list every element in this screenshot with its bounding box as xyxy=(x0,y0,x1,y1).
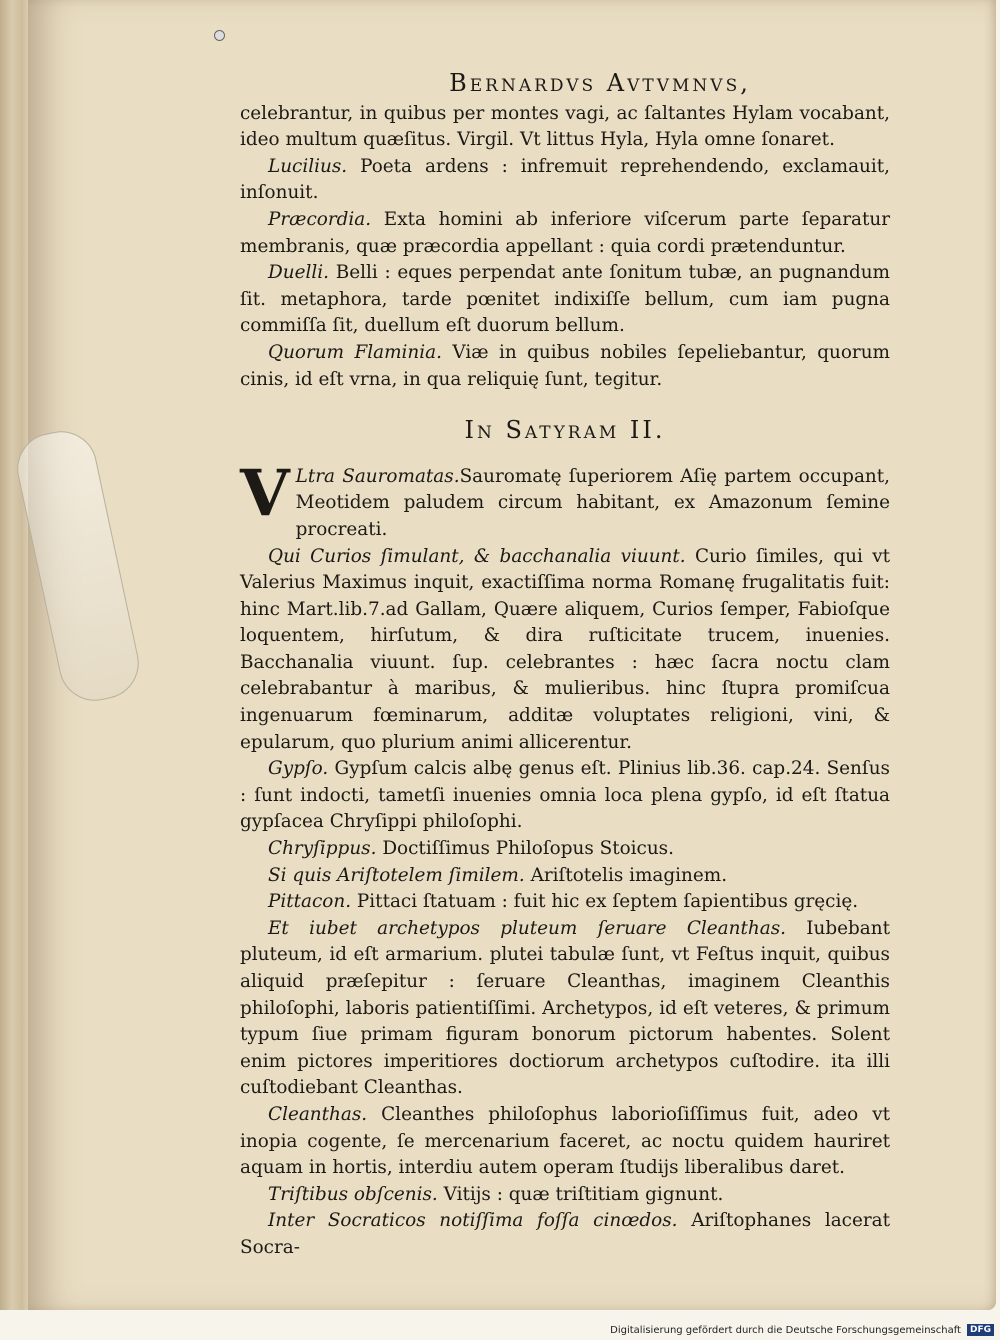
paper-clip xyxy=(11,425,146,708)
paragraph-text: Iubebant pluteum, id eſt armarium. plutei tabulæ ſunt, vt Feſtus inquit, quibus aliquid præſepitur : ſeruare Cleanthas, imaginem Cleanthis philoſophi, laboris patientiſſimi. Archetypos, id eſt veteres, & primum typum ſiue primam figuram bonorum pictorum habentes. Solent enim pictores imperitiores doctiorum archetypos cuſtodire. ita illi cuſtodiebant Cleanthas. xyxy=(240,917,890,1099)
paragraph-text: Viæ in quibus nobiles ſepeliebantur, quorum cinis, id eſt vrna, in qua reliquię ſunt, tegitur. xyxy=(240,341,890,390)
paragraph xyxy=(240,154,890,207)
paragraph xyxy=(240,889,890,916)
top-paragraphs xyxy=(240,101,890,394)
paragraph-text: Exta homini ab inferiore viſcerum parte ſeparatur membranis, quæ præcordia appellant : quia cordi prætenduntur. xyxy=(240,208,890,257)
paragraph-text: Vitijs : quæ triſtitiam gignunt. xyxy=(437,1183,724,1205)
paragraph-text: Belli : eques perpendat ante ſonitum tubæ, an pugnandum ſit. metaphora, tarde pœnitet indixiſſe bellum, cum iam pugna commiſſa ſit, duellum eſt duorum bellum. xyxy=(240,262,890,337)
page-marker-dot xyxy=(214,30,225,41)
paragraph-text: Curio ſimiles, qui vt Valerius Maximus inquit, exactiſſima norma Romanę frugalitatis fuit: hinc Mart.lib.7.ad Gallam, Quære aliquem, Curios ſemper, Fabioſque loquentem, hirſutum, & dira ruſticitate trucem, inuenies. Bacchanalia viuunt. ſup. celebrantes : hæc ſacra noctu clam celebrabantur à maribus, & mulieribus. hinc ſtupra promiſcua ingenuarum fœminarum, additæ voluptates religioni, vini, & epularum, quo plurium animi allicerentur. xyxy=(240,545,890,753)
paragraph-lemma: Chryſippus. xyxy=(268,838,377,860)
paragraph xyxy=(240,863,890,890)
paragraph xyxy=(240,455,890,544)
paragraph-text: celebrantur, in quibus per montes vagi, ac ſaltantes Hylam vocabant, ideo multum quæſitus. Virgil. Vt littus Hyla, Hyla omne ſonaret. xyxy=(240,102,890,151)
paragraph-lemma: Cleanthas. xyxy=(268,1103,368,1125)
paragraph-lemma: Si quis Ariſtotelem ſimilem. xyxy=(268,864,525,886)
bottom-paragraphs xyxy=(240,455,891,1262)
paragraph xyxy=(240,756,890,836)
paragraph-lemma: Et iubet archetypos pluteum ſeruare Cleanthas. xyxy=(268,917,786,939)
paragraph xyxy=(240,101,890,154)
paragraph xyxy=(240,1182,890,1209)
paragraph xyxy=(240,836,890,863)
drop-cap: V xyxy=(240,455,290,531)
paragraph-text: Cleanthes philoſophus laborioſiſſimus fuit, adeo vt inopia cogente, ſe mercenarium faceret, ac noctu quidem hauriret aquam in hortis, interdiu autem operam ſtudijs liberalibus daret. xyxy=(240,1103,890,1179)
paragraph xyxy=(240,207,890,260)
paragraph xyxy=(240,1208,890,1261)
paragraph xyxy=(240,1102,890,1182)
footer-text: Digitalisierung gefördert durch die Deutsche Forschungsgemeinschaft xyxy=(610,1324,961,1336)
paragraph-text: Ariſtotelis imaginem. xyxy=(524,864,728,886)
paragraph-lemma: Ltra Sauromatas. xyxy=(295,465,460,487)
paragraph-lemma: Duelli. xyxy=(268,262,329,284)
paragraph xyxy=(240,340,890,393)
paragraph-lemma: Inter Socraticos notiſſima foſſa cinœdos. xyxy=(268,1210,678,1232)
main-text xyxy=(240,70,890,1262)
paragraph-lemma: Gypſo. xyxy=(268,758,329,780)
paragraph-lemma: Pittacon. xyxy=(268,891,352,913)
paragraph-lemma: Triſtibus obſcenis. xyxy=(268,1183,438,1205)
paragraph xyxy=(240,260,890,340)
paragraph-lemma: Præcordia. xyxy=(268,208,372,230)
paragraph-text: Poeta ardens : infremuit reprehendendo, exclamauit, inſonuit. xyxy=(240,155,890,204)
paragraph-text: Sauromatę ſuperiorem Aſię partem occupant, Meotidem paludem circum habitant, ex Amazonum ſemine procreati. xyxy=(295,465,890,540)
paragraph-lemma: Quorum Flaminia. xyxy=(268,341,442,363)
paragraph-text: Pittaci ſtatuam : fuit hic ex ſeptem ſapientibus gręcię. xyxy=(351,891,859,913)
section-title: In Satyram II. xyxy=(464,416,666,445)
paragraph xyxy=(240,916,890,1102)
paragraph xyxy=(240,544,890,757)
paragraph-text: Gypſum calcis albę genus eſt. Plinius lib.36. cap.24. Senſus : ſunt indocti, tametſi inuenies omnia loca plena gypſo, id eſt ſtatua gypſacea Chryſippi philoſophi. xyxy=(240,758,890,833)
paragraph-text: Ariſtophanes lacerat Socra- xyxy=(240,1210,891,1258)
dfg-logo: DFG xyxy=(967,1324,994,1336)
paragraph-lemma: Lucilius. xyxy=(268,155,348,177)
running-head: Bernardvs Avtvmnvs, xyxy=(449,69,751,97)
footer xyxy=(610,1324,994,1336)
paragraph-text: Doctiſſimus Philoſopus Stoicus. xyxy=(376,838,674,860)
paragraph-lemma: Qui Curios ſimulant, & bacchanalia viuunt. xyxy=(268,545,686,567)
